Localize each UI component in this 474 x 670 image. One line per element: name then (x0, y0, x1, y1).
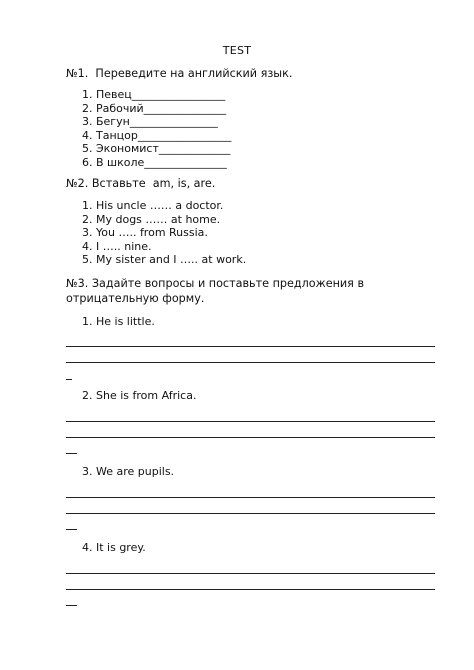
answer-line (66, 497, 435, 498)
task2-heading: №2. Вставьте am, is, are. (66, 177, 216, 190)
task1-heading: №1. Переведите на английский язык. (66, 67, 293, 80)
list-item: 5. Экономист_____________ (82, 142, 231, 156)
answer-line-end (66, 605, 77, 606)
answer-line (66, 362, 435, 363)
task3-item: 1. He is little. (82, 315, 155, 328)
list-item: 4. I ….. nine. (82, 239, 152, 253)
answer-line-end (66, 529, 77, 530)
answer-line (66, 573, 435, 574)
task3-heading: №3. Задайте вопросы и поставьте предложения в отрицательную форму. (66, 277, 368, 305)
list-item: 3. You ….. from Russia. (82, 226, 208, 240)
answer-line-end (66, 379, 72, 380)
answer-line (66, 437, 435, 438)
page-title: TEST (222, 44, 252, 57)
answer-line (66, 589, 435, 590)
answer-line (66, 421, 435, 422)
task3-item: 3. We are pupils. (82, 465, 175, 478)
answer-line-end (66, 453, 77, 454)
list-item: 3. Бегун________________ (82, 115, 218, 129)
task2-list (66, 199, 246, 267)
list-item: 5. My sister and I ….. at work. (82, 253, 247, 267)
list-item: 2. Рабочий_______________ (82, 101, 227, 115)
task3-item: 4. It is grey. (82, 541, 146, 554)
list-item: 2. My dogs …… at home. (82, 212, 221, 226)
list-item: 6. В школе_______________ (82, 155, 227, 169)
task3-item: 2. She is from Africa. (82, 389, 197, 402)
list-item: 1. His uncle …… a doctor. (82, 199, 224, 212)
list-item: 4. Танцор_________________ (82, 128, 232, 142)
list-item: 1. Певец_________________ (82, 88, 226, 101)
task1-list (66, 88, 231, 170)
answer-line (66, 346, 435, 347)
answer-line (66, 513, 435, 514)
